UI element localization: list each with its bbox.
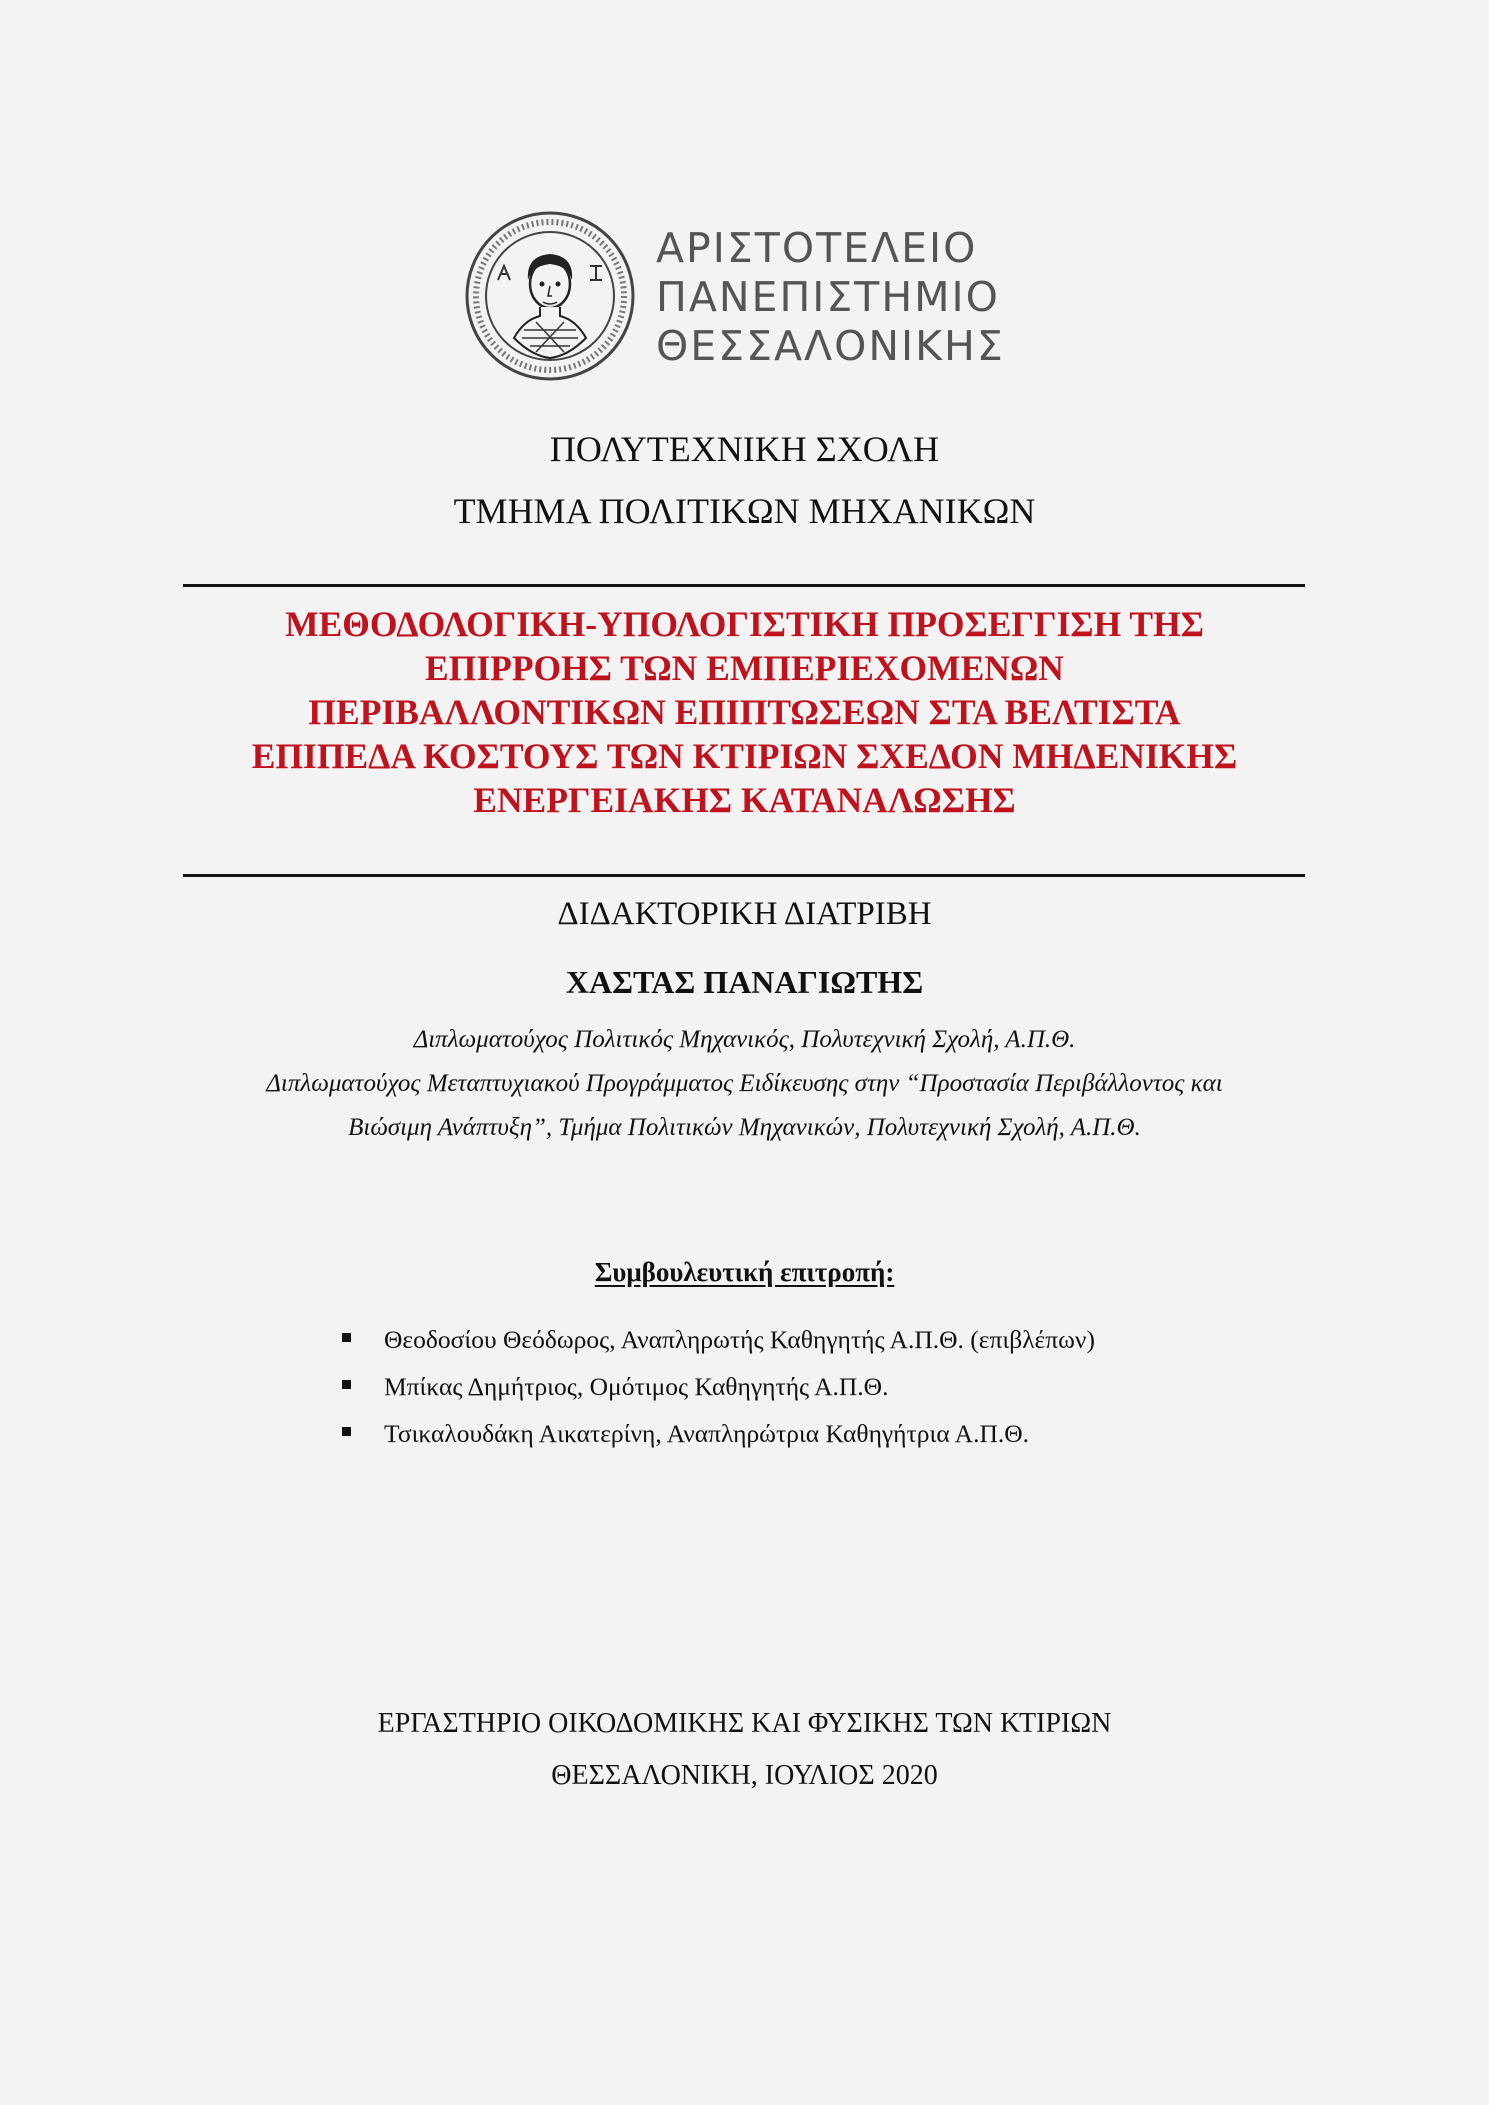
title-bottom-divider (183, 874, 1305, 877)
thesis-title-line-3: ΠΕΡΙΒΑΛΛΟΝΤΙΚΩΝ ΕΠΙΠΤΩΣΕΩΝ ΣΤΑ ΒΕΛΤΙΣΤΑ (308, 692, 1181, 732)
committee-member (340, 1410, 1095, 1457)
school-block (0, 418, 1489, 542)
committee-list (340, 1316, 1095, 1457)
university-name-line-3: ΘΕΣΣΑΛΟΝΙΚΗΣ (656, 322, 1005, 370)
thesis-title (150, 602, 1339, 822)
square-bullet-icon (342, 1427, 351, 1436)
author-degree-line-3: Βιώσιμη Ανάπτυξη”, Τμήμα Πολιτικών Μηχανικών, Πολυτεχνική Σχολή, Α.Π.Θ. (348, 1114, 1141, 1141)
thesis-title-line-2: ΕΠΙΡΡΟΗΣ ΤΩΝ ΕΜΠΕΡΙΕΧΟΜΕΝΩΝ (425, 648, 1064, 688)
university-name (656, 224, 1005, 371)
author-degrees (150, 1018, 1339, 1150)
laboratory-name: ΕΡΓΑΣΤΗΡΙΟ ΟΙΚΟΔΟΜΙΚΗΣ ΚΑΙ ΦΥΣΙΚΗΣ ΤΩΝ ΚΤΙΡΙΩΝ (377, 1708, 1112, 1739)
author-name: ΧΑΣΤΑΣ ΠΑΝΑΓΙΩΤΗΣ (565, 964, 924, 1000)
department-name: ΤΜΗΜΑ ΠΟΛΙΤΙΚΩΝ ΜΗΧΑΝΙΚΩΝ (453, 491, 1036, 531)
university-name-line-2: ΠΑΝΕΠΙΣΤΗΜΙΟ (656, 273, 1000, 321)
committee-member-text: Τσικαλουδάκη Αικατερίνη, Αναπληρώτρια Καθηγήτρια Α.Π.Θ. (384, 1419, 1030, 1448)
committee-heading (0, 1250, 1489, 1294)
committee-member-text: Μπίκας Δημήτριος, Ομότιμος Καθηγητής Α.Π.Θ. (384, 1372, 889, 1401)
author-degree-line-1: Διπλωματούχος Πολιτικός Μηχανικός, Πολυτεχνική Σχολή, Α.Π.Θ. (413, 1026, 1076, 1053)
committee-member (340, 1363, 1095, 1410)
committee-member (340, 1316, 1095, 1363)
thesis-title-line-5: ΕΝΕΡΓΕΙΑΚΗΣ ΚΑΤΑΝΑΛΩΣΗΣ (473, 780, 1016, 820)
square-bullet-icon (342, 1380, 351, 1389)
place-and-date: ΘΕΣΣΑΛΟΝΙΚΗ, ΙΟΥΛΙΟΣ 2020 (551, 1760, 938, 1791)
footer-block (0, 1698, 1489, 1802)
square-bullet-icon (342, 1333, 351, 1342)
committee-member-text: Θεοδοσίου Θεόδωρος, Αναπληρωτής Καθηγητής Α.Π.Θ. (επιβλέπων) (384, 1325, 1095, 1354)
title-top-divider (183, 584, 1305, 587)
university-name-line-1: ΑΡΙΣΤΟΤΕΛΕΙΟ (656, 224, 978, 272)
thesis-title-line-1: ΜΕΘΟΔΟΛΟΓΙΚΗ-ΥΠΟΛΟΓΙΣΤΙΚΗ ΠΡΟΣΕΓΓΙΣΗ ΤΗΣ (285, 604, 1204, 644)
university-logo (464, 210, 1004, 380)
thesis-title-line-4: ΕΠΙΠΕΔΑ ΚΟΣΤΟΥΣ ΤΩΝ ΚΤΙΡΙΩΝ ΣΧΕΔΟΝ ΜΗΔΕΝΙΚΗΣ (251, 736, 1238, 776)
document-type: ΔΙΔΑΚΤΟΡΙΚΗ ΔΙΑΤΡΙΒΗ (557, 896, 932, 932)
university-seal-icon (464, 210, 636, 382)
author-degree-line-2: Διπλωματούχος Μεταπτυχιακού Προγράμματος Ειδίκευσης στην “Προστασία Περιβάλλοντος και (266, 1070, 1223, 1097)
faculty-name: ΠΟΛΥΤΕΧΝΙΚΗ ΣΧΟΛΗ (549, 429, 940, 469)
committee-heading-text: Συμβουλευτική επιτροπή: (594, 1257, 895, 1287)
